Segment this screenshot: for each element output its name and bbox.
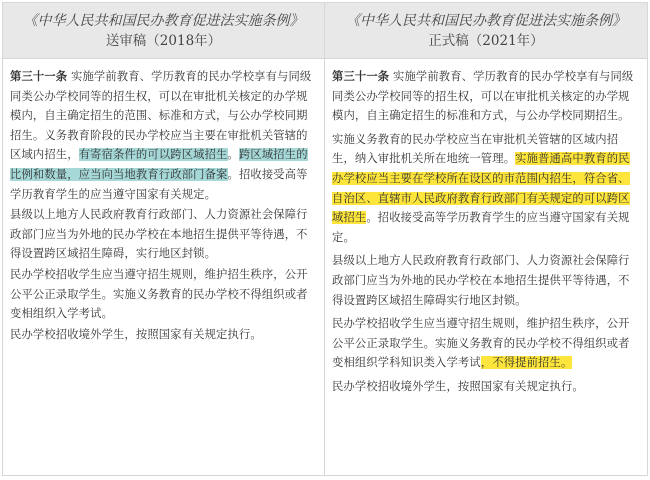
paragraph-article-31 — [332, 67, 641, 126]
paragraph-2: 县级以上地方人民政府教育行政部门、人力资源社会保障行政部门应当为外地的民办学校在本地招生提供平等待遇，不得设置跨区域招生障碍，实行地区封锁。 — [10, 208, 308, 261]
paragraph-4: 民办学校招收境外学生，按照国家有关规定执行。 — [10, 327, 262, 341]
paragraph-2 — [332, 130, 641, 248]
header-subtitle: 送审稿（2018年） — [105, 32, 222, 49]
paragraph-article-31 — [10, 67, 316, 204]
highlight-teal: 跨区域招生的比例和数量，应当向当地教育行政部门备案 — [10, 148, 308, 181]
column-header-draft — [3, 3, 324, 59]
article-number: 第三十一条 — [332, 70, 390, 83]
highlight-yellow: 实施普通高中教育的民办学校应当主要在学校所在设区的市范围内招生，符合省、自治区、直辖市人民政府教育行政部门有关规定的可以跨区域招生 — [332, 152, 630, 225]
text-segment: 实施学前教育、学历教育的民办学校享有与同级同类公办学校同等的招生权，可以在审批机关核定的办学规模内，自主确定招生的范围、标准和方式，与公办学校同期招生。义务教育阶段的民办学校应当主要在审批机关管辖的区域内招生， — [10, 70, 312, 162]
paragraph-5: 民办学校招收境外学生，按照国家有关规定执行。 — [332, 379, 584, 393]
column-body — [325, 59, 647, 401]
header-title: 《中华人民共和国民办教育促进法实施条例》 — [23, 12, 304, 29]
article-number: 第三十一条 — [10, 70, 68, 83]
text-segment: 实施义务教育的民办学校应当在审批机关管辖的区域内招生，纳入审批机关所在地统一管理。 — [332, 132, 619, 166]
paragraph-3: 民办学校招收学生应当遵守招生规则，维护招生秩序，公开公平公正录取学生。实施义务教育的民办学校不得组织或者变相组织入学考试。 — [10, 267, 308, 321]
text-segment: 实施学前教育、学历教育的民办学校享有与同级同类公办学校同等的招生权，可以在审批机关核定的办学规模内，自主确定招生的标准和方式，与公办学校同期招生。 — [332, 70, 634, 123]
text-segment: 。招收接受高等学历教育学生的应当遵守国家有关规定。 — [332, 211, 630, 244]
header-title: 《中华人民共和国民办教育促进法实施条例》 — [346, 12, 626, 29]
column-header-final — [325, 3, 647, 59]
column-draft-2018 — [3, 3, 325, 475]
header-subtitle: 正式稿（2021年） — [428, 32, 544, 49]
paragraph-3: 县级以上地方人民政府教育行政部门、人力资源社会保障行政部门应当为外地的民办学校在本地招生提供平等待遇，不得设置跨区域招生障碍实行地区封锁。 — [332, 254, 630, 307]
text-segment: 。招收接受高等学历教育学生的应当遵守国家有关规定。 — [10, 167, 308, 201]
text-segment: 民办学校招收学生应当遵守招生规则，维护招生秩序，公开公平公正录取学生。实施义务教育的民办学校不得组织或者变相组织学科知识类入学考试 — [332, 317, 630, 370]
text-segment: 。 — [227, 148, 239, 162]
highlight-yellow: ，不得提前招生。 — [480, 356, 573, 370]
comparison-table — [2, 2, 648, 476]
column-body — [3, 59, 324, 345]
paragraph-4 — [332, 314, 641, 373]
column-final-2021 — [325, 3, 647, 475]
highlight-teal: 有寄宿条件的可以跨区域招生 — [78, 148, 228, 162]
